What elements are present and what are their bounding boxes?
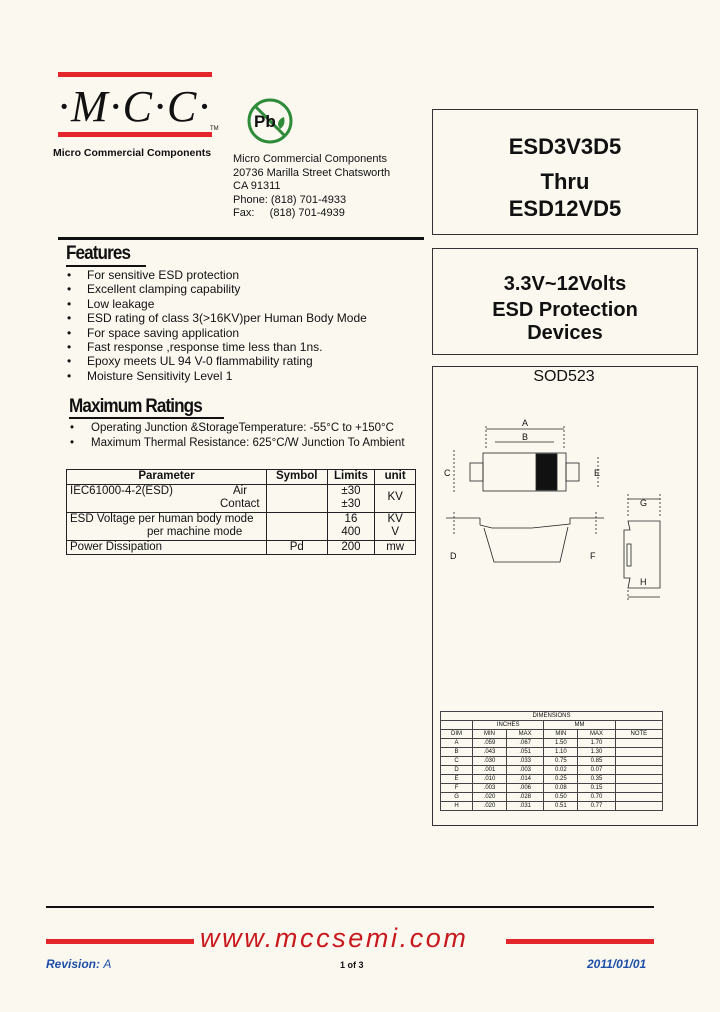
address-line: Fax: (818) 701-4939: [233, 207, 345, 219]
logo-bottom-bar: [58, 132, 212, 137]
address-line: Phone: (818) 701-4933: [233, 193, 347, 206]
dim-label-e: E: [594, 468, 601, 478]
pb-free-icon: [246, 97, 294, 145]
column-header: unit: [375, 470, 416, 485]
table-row: E .010 .014 0.25 0.35: [441, 775, 663, 784]
table-row: [67, 512, 416, 540]
dim-label-a: A: [522, 418, 529, 428]
description-line: Devices: [527, 322, 603, 344]
ratings-table: [66, 469, 416, 555]
table-row: [67, 484, 416, 512]
max-ratings-heading: Maximum Ratings: [69, 396, 202, 417]
header-divider: [58, 237, 424, 240]
dim-header-row: DIM MIN MAX MIN MAX NOTE: [441, 730, 663, 739]
column-header: Limits: [327, 470, 375, 485]
parameter-cell: Power Dissipation: [67, 540, 267, 555]
table-row: A .059 .067 1.50 1.70: [441, 739, 663, 748]
dim-label-c: C: [444, 468, 451, 478]
table-row: C .030 .033 0.75 0.85: [441, 757, 663, 766]
dim-label-h: H: [640, 577, 647, 587]
table-row: H .020 .031 0.51 0.77: [441, 802, 663, 811]
dimensions-table: [440, 711, 663, 811]
description-line: 3.3V~12Volts: [503, 273, 627, 295]
part-number-box: [432, 109, 698, 235]
footer-red-line-right: [506, 939, 654, 944]
footer-red-line-left: [46, 939, 194, 944]
limits-cell: 16 400: [327, 512, 375, 540]
dim-label-b: B: [522, 432, 529, 442]
column-header: Symbol: [266, 470, 327, 485]
table-row: G .020 .028 0.50 0.70: [441, 793, 663, 802]
limits-cell: ±30 ±30: [327, 484, 375, 512]
dim-table-title: DIMENSIONS: [441, 712, 663, 721]
pb-badge-text: Pb: [254, 112, 276, 131]
footer-divider: [46, 906, 654, 908]
table-row: F .003 .006 0.08 0.15: [441, 784, 663, 793]
dim-group-mm: MM: [544, 721, 615, 730]
website-url[interactable]: www.mccsemi.com: [200, 923, 469, 953]
symbol-cell: [266, 512, 327, 540]
description-line: ESD Protection: [492, 299, 638, 321]
column-header: Parameter: [67, 470, 267, 485]
dim-label-d: D: [450, 551, 457, 561]
revision: Revision: A: [46, 957, 112, 971]
table-row: [67, 540, 416, 555]
symbol-cell: Pd: [266, 540, 327, 555]
dim-group-inches: INCHES: [473, 721, 544, 730]
max-ratings-underline: [69, 417, 224, 419]
description-box: [432, 248, 698, 355]
address-line: CA 91311: [233, 180, 281, 192]
trademark: TM: [210, 126, 219, 132]
mcc-logo: ·M·C·C·: [58, 82, 212, 131]
parameter-cell: IEC61000-4-2(ESD) Air Contact: [67, 484, 267, 512]
symbol-cell: [266, 484, 327, 512]
dim-label-g: G: [640, 498, 648, 508]
table-header-row: [67, 470, 416, 485]
address-line: 20736 Marilla Street Chatsworth: [233, 166, 391, 179]
limits-cell: 200: [327, 540, 375, 555]
features-underline: [66, 265, 146, 267]
logo-top-bar: [58, 72, 212, 77]
company-address: [233, 153, 390, 221]
unit-cell: KV: [375, 484, 416, 512]
address-line: Micro Commercial Components: [233, 153, 388, 165]
features-heading: Features: [66, 243, 131, 264]
part-number-end: ESD12VD5: [508, 196, 622, 221]
revision-date: 2011/01/01: [587, 957, 647, 971]
unit-cell: KV V: [375, 512, 416, 540]
parameter-cell: ESD Voltage per human body mode per machine mode: [67, 512, 267, 540]
part-number-thru: Thru: [540, 169, 590, 194]
package-name: SOD523: [533, 368, 595, 385]
logo-company-line: Micro Commercial Components: [53, 147, 212, 159]
unit-cell: mw: [375, 540, 416, 555]
table-row: B .043 .051 1.10 1.30: [441, 748, 663, 757]
package-drawing: [432, 390, 696, 710]
part-number-start: ESD3V3D5: [508, 134, 622, 159]
page-number: 1 of 3: [340, 960, 364, 970]
dim-label-f: F: [590, 551, 596, 561]
table-row: D .001 .003 0.02 0.07: [441, 766, 663, 775]
